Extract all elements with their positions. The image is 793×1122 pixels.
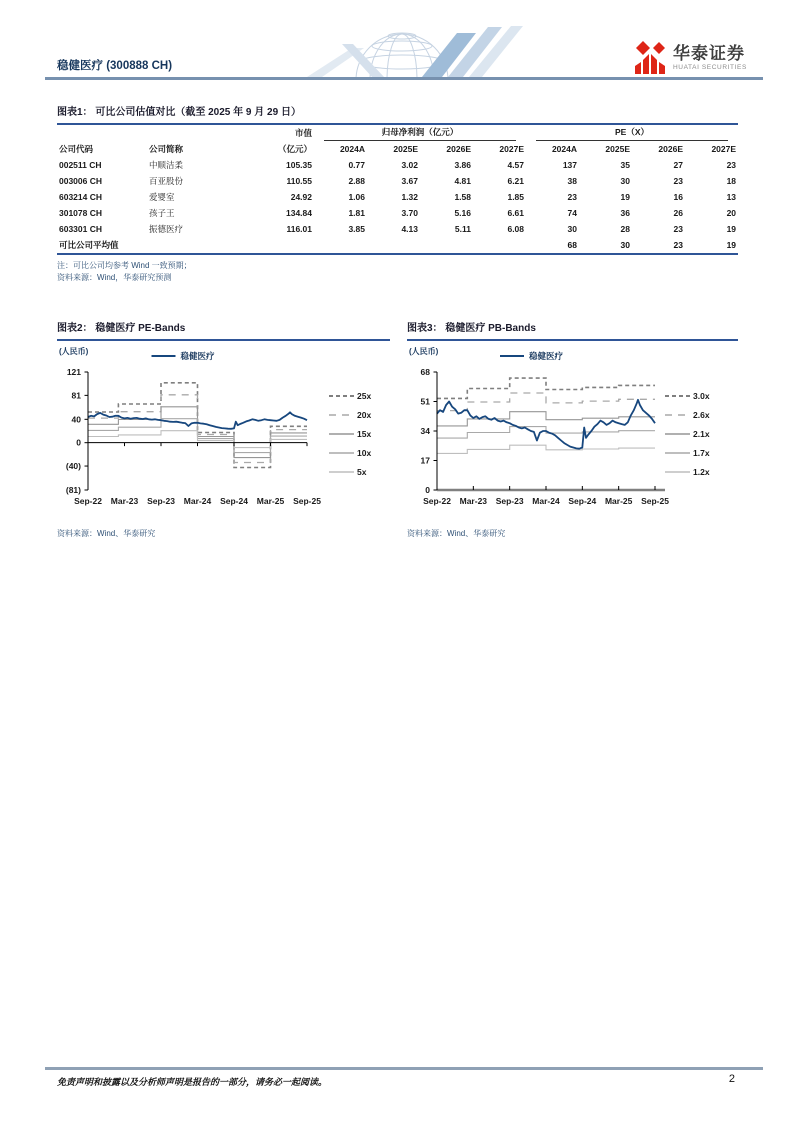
table-cell: 百亚股份 bbox=[149, 176, 184, 186]
y-tick-label: 0 bbox=[425, 485, 430, 495]
col-header: 2024A bbox=[551, 144, 578, 154]
y-axis-unit-label: (人民币) bbox=[409, 347, 439, 356]
table-row bbox=[57, 173, 738, 189]
x-tick-label: Sep-23 bbox=[147, 496, 175, 506]
x-tick-label: Sep-24 bbox=[568, 496, 597, 506]
table-cell: 002511 CH bbox=[59, 160, 102, 170]
y-tick-label: 0 bbox=[76, 437, 81, 448]
page-number: 2 bbox=[728, 1073, 735, 1085]
table-cell: 1.58 bbox=[454, 192, 471, 202]
table-cell: 4.57 bbox=[507, 160, 525, 170]
table-header-row bbox=[57, 141, 738, 157]
table-cell: 26 bbox=[673, 208, 684, 218]
table-cell: 18 bbox=[726, 176, 737, 186]
table-cell: 爱婴室 bbox=[149, 192, 175, 202]
x-tick-label: Mar-23 bbox=[459, 496, 488, 506]
table-cell: 30 bbox=[567, 224, 578, 234]
table-row bbox=[57, 157, 738, 173]
table-cell: 603214 CH bbox=[59, 192, 103, 202]
table-cell: 23 bbox=[726, 160, 737, 170]
table-cell: 振德医疗 bbox=[149, 224, 184, 234]
table-body bbox=[57, 157, 738, 237]
table-cell: 28 bbox=[620, 224, 631, 234]
pb-bands-source: 资料来源：Wind、华泰研究 bbox=[407, 529, 506, 538]
pb-bands-band-line-1.7x bbox=[437, 427, 655, 439]
globe-decoration bbox=[252, 26, 552, 77]
col-header: 2024A bbox=[339, 144, 365, 154]
table-cell: 24.92 bbox=[290, 192, 312, 202]
table-cell: 1.06 bbox=[348, 192, 365, 202]
band-legend-label: 2.6x bbox=[693, 410, 710, 420]
table-cell: 6.08 bbox=[507, 224, 525, 234]
table-cell: 1.81 bbox=[348, 208, 365, 218]
x-tick-label: Mar-25 bbox=[256, 496, 285, 506]
table-cell: 5.16 bbox=[454, 208, 471, 218]
y-tick-label: 34 bbox=[420, 426, 430, 436]
y-tick-label: (40) bbox=[65, 461, 81, 472]
col-header: 2026E bbox=[658, 144, 684, 154]
table-cell: 4.81 bbox=[454, 176, 471, 186]
table-cell: 5.11 bbox=[454, 224, 471, 234]
x-tick-label: Mar-24 bbox=[183, 496, 212, 506]
table-cell: 3.85 bbox=[348, 224, 365, 234]
pb-bands-band-line-1.2x bbox=[437, 445, 655, 453]
table-row bbox=[57, 205, 738, 221]
col-header: 2025E bbox=[393, 144, 418, 154]
x-tick-label: Sep-23 bbox=[495, 496, 524, 506]
comparable-valuation-table bbox=[57, 125, 738, 255]
table1-section bbox=[57, 106, 738, 284]
x-tick-label: Sep-22 bbox=[74, 496, 102, 506]
pb-bands-title-rule bbox=[407, 339, 738, 341]
table-cell: 3.70 bbox=[401, 208, 418, 218]
table-row bbox=[57, 221, 738, 237]
table-cell: 003006 CH bbox=[59, 176, 103, 186]
x-tick-label: Mar-25 bbox=[604, 496, 633, 506]
col-header: 2027E bbox=[711, 144, 737, 154]
col-header: 2026E bbox=[446, 144, 471, 154]
average-label: 可比公司平均值 bbox=[57, 237, 526, 254]
pb-bands-title: 图表3： 稳健医疗 PB-Bands bbox=[407, 323, 536, 334]
y-tick-label: (81) bbox=[65, 485, 81, 495]
huatai-logo-icon bbox=[633, 40, 667, 75]
table-cell: 3.67 bbox=[401, 176, 418, 186]
band-legend-label: 5x bbox=[357, 467, 367, 477]
page-title: 稳健医疗 (300888 CH) bbox=[57, 60, 173, 72]
table-cell: 30 bbox=[620, 176, 631, 186]
table-cell: 105.35 bbox=[286, 160, 312, 170]
band-legend-label: 20x bbox=[357, 410, 372, 420]
table-cell: 1.85 bbox=[507, 192, 525, 202]
table-average-row bbox=[57, 237, 738, 254]
average-value: 30 bbox=[579, 237, 632, 254]
table-cell: 36 bbox=[620, 208, 631, 218]
x-tick-label: Sep-24 bbox=[220, 496, 248, 506]
band-legend-label: 2.1x bbox=[693, 429, 710, 439]
table-cell: 116.01 bbox=[286, 224, 312, 234]
band-legend-label: 10x bbox=[357, 448, 372, 458]
x-tick-label: Sep-25 bbox=[293, 496, 321, 506]
table-cell: 23 bbox=[673, 224, 684, 234]
table-cell: 13 bbox=[726, 192, 737, 202]
footer-disclaimer: 免责声明和披露以及分析师声明是报告的一部分，请务必一起阅读。 bbox=[57, 1077, 328, 1087]
legend-label: 稳健医疗 bbox=[529, 351, 564, 361]
col-header: 2027E bbox=[499, 144, 525, 154]
band-legend-label: 1.7x bbox=[693, 448, 710, 458]
table-cell: 6.21 bbox=[507, 176, 525, 186]
table-row bbox=[57, 189, 738, 205]
col-group-mktcap: 市值 bbox=[294, 128, 312, 138]
y-tick-label: 81 bbox=[71, 390, 81, 401]
table1-source: 资料来源：Wind，华泰研究预测 bbox=[57, 273, 172, 282]
table-cell: 孩子王 bbox=[149, 208, 175, 218]
table-cell: 38 bbox=[567, 176, 578, 186]
pb-bands-band-line-3.0x bbox=[437, 378, 655, 398]
x-tick-label: Mar-24 bbox=[532, 496, 560, 506]
table-cell: 23 bbox=[673, 176, 684, 186]
band-legend-label: 25x bbox=[357, 391, 372, 401]
table-cell: 20 bbox=[726, 208, 737, 218]
col-header: 公司代码 bbox=[59, 144, 94, 154]
col-group-pe: PE（X） bbox=[536, 125, 728, 141]
y-tick-label: 40 bbox=[71, 414, 81, 425]
pe-bands-chart bbox=[57, 322, 390, 557]
table1-title: 图表1： 可比公司估值对比（截至 2025 年 9 月 29 日） bbox=[57, 107, 301, 118]
table-group-header-row bbox=[57, 125, 738, 141]
footer-rule bbox=[45, 1067, 763, 1070]
pb-bands-plot bbox=[407, 344, 738, 514]
table-cell: 中顺洁柔 bbox=[149, 160, 184, 170]
table-cell: 3.86 bbox=[454, 160, 471, 170]
band-legend-label: 3.0x bbox=[693, 391, 710, 401]
header-rule bbox=[45, 77, 763, 80]
pb-bands-chart bbox=[407, 322, 738, 557]
col-header: 2025E bbox=[605, 144, 631, 154]
y-axis-unit-label: (人民币) bbox=[59, 347, 89, 356]
table-cell: 2.88 bbox=[348, 176, 365, 186]
brand-text bbox=[673, 45, 747, 71]
x-tick-label: Sep-25 bbox=[641, 496, 669, 506]
table-cell: 19 bbox=[726, 224, 737, 234]
y-tick-label: 51 bbox=[420, 396, 430, 407]
table-cell: 16 bbox=[673, 192, 684, 202]
pb-bands-band-line-2.6x bbox=[437, 393, 655, 411]
pe-bands-title: 图表2： 稳健医疗 PE-Bands bbox=[57, 323, 186, 334]
table-cell: 4.13 bbox=[401, 224, 418, 234]
table-cell: 134.84 bbox=[286, 208, 312, 218]
brand-name-en: HUATAI SECURITIES bbox=[673, 63, 747, 71]
table-cell: 0.77 bbox=[348, 160, 365, 170]
brand-name-cn: 华泰证券 bbox=[673, 43, 745, 63]
table-cell: 19 bbox=[620, 192, 631, 202]
table1-note: 注：可比公司均参考 Wind 一致预期； bbox=[57, 261, 192, 270]
table-cell: 27 bbox=[673, 160, 684, 170]
pe-bands-title-rule bbox=[57, 339, 390, 341]
table-cell: 6.61 bbox=[507, 208, 525, 218]
table-cell: 23 bbox=[567, 192, 578, 202]
col-header: 公司简称 bbox=[149, 144, 184, 154]
table-cell: 603301 CH bbox=[59, 224, 103, 234]
x-tick-label: Sep-22 bbox=[423, 496, 451, 506]
x-tick-label: Mar-23 bbox=[110, 496, 139, 506]
pe-bands-plot bbox=[57, 344, 390, 514]
band-legend-label: 1.2x bbox=[693, 467, 710, 477]
y-tick-label: 17 bbox=[420, 455, 430, 466]
average-value: 19 bbox=[685, 237, 738, 254]
huatai-logo bbox=[633, 40, 747, 75]
table-cell: 137 bbox=[562, 160, 578, 170]
average-value: 23 bbox=[632, 237, 685, 254]
table-cell: 74 bbox=[567, 208, 578, 218]
y-tick-label: 121 bbox=[66, 367, 81, 377]
pe-bands-source: 资料来源：Wind、华泰研究 bbox=[57, 529, 156, 538]
table-cell: 301078 CH bbox=[59, 208, 103, 218]
table-cell: 35 bbox=[620, 160, 631, 170]
band-legend-label: 15x bbox=[357, 429, 372, 439]
table-cell: 1.32 bbox=[401, 192, 418, 202]
table-cell: 110.55 bbox=[286, 176, 312, 186]
average-value: 68 bbox=[526, 237, 579, 254]
price-line bbox=[437, 400, 655, 449]
table-cell: 3.02 bbox=[401, 160, 418, 170]
y-tick-label: 68 bbox=[420, 367, 430, 377]
legend-label: 稳健医疗 bbox=[180, 351, 215, 361]
col-header: （亿元） bbox=[277, 144, 312, 154]
col-group-profit: 归母净利润（亿元） bbox=[324, 125, 516, 141]
